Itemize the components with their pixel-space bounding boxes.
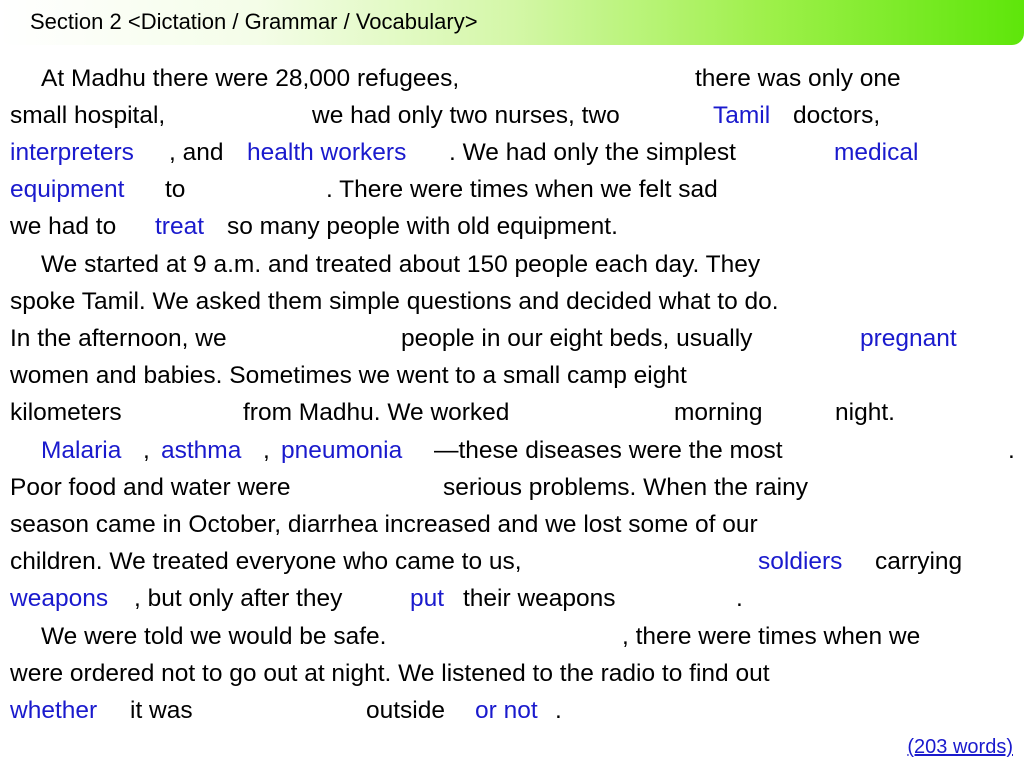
text-segment: . — [736, 585, 743, 612]
text-segment: . — [555, 697, 562, 724]
text-segment: so many people with old equipment. — [227, 213, 618, 240]
text-segment: , but only after they — [134, 585, 343, 612]
text-segment: to — [165, 176, 186, 203]
text-segment: morning — [674, 399, 763, 426]
text-segment: children. We treated everyone who came to us, — [10, 548, 522, 575]
vocab-word: Malaria — [41, 437, 122, 464]
text-segment: . There were times when we felt sad — [326, 176, 718, 203]
vocab-word: put — [410, 585, 445, 612]
text-segment: , there were times when we — [622, 623, 921, 650]
text-segment: We started at 9 a.m. and treated about 150 people each day. They — [41, 251, 761, 278]
vocab-word: medical — [834, 139, 919, 166]
text-segment: Poor food and water were — [10, 474, 291, 501]
text-segment: doctors, — [793, 102, 881, 129]
text-segment: , and — [169, 139, 224, 166]
text-segment: people in our eight beds, usually — [401, 325, 753, 352]
text-segment: We were told we would be safe. — [41, 623, 387, 650]
vocab-word: pneumonia — [281, 437, 403, 464]
vocab-word: equipment — [10, 176, 125, 203]
text-segment: there was only one — [695, 65, 901, 92]
section-title: Section 2 <Dictation / Grammar / Vocabulary> — [30, 9, 478, 34]
text-segment: , — [143, 437, 150, 464]
text-segment: we had to — [10, 213, 117, 240]
text-segment: carrying — [875, 548, 963, 575]
text-segment: from Madhu. We worked — [243, 399, 510, 426]
text-segment: . We had only the simplest — [449, 139, 736, 166]
vocab-word: treat — [155, 213, 205, 240]
vocab-word: asthma — [161, 437, 242, 464]
text-segment: small hospital, — [10, 102, 166, 129]
text-segment: were ordered not to go out at night. We listened to the radio to find out — [10, 660, 770, 687]
text-segment: it was — [130, 697, 193, 724]
text-segment: season came in October, diarrhea increased and we lost some of our — [10, 511, 758, 538]
text-segment: kilometers — [10, 399, 122, 426]
vocab-word: whether — [10, 697, 98, 724]
vocab-word: interpreters — [10, 139, 134, 166]
section-header — [0, 0, 1024, 45]
vocab-word: weapons — [10, 585, 109, 612]
vocab-word: or not — [475, 697, 538, 724]
text-segment: women and babies. Sometimes we went to a small camp eight — [10, 362, 687, 389]
vocab-word: Tamil — [713, 102, 771, 129]
text-segment: . — [1008, 437, 1015, 464]
text-segment: serious problems. When the rainy — [443, 474, 808, 501]
text-segment: In the afternoon, we — [10, 325, 227, 352]
text-segment: we had only two nurses, two — [312, 102, 620, 129]
word-count-link[interactable]: (203 words) — [907, 736, 1013, 758]
text-segment: spoke Tamil. We asked them simple questions and decided what to do. — [10, 288, 779, 315]
text-segment: night. — [835, 399, 895, 426]
vocab-word: pregnant — [860, 325, 957, 352]
vocab-word: soldiers — [758, 548, 843, 575]
vocab-word: health workers — [247, 139, 407, 166]
text-segment: their weapons — [463, 585, 616, 612]
text-segment: At Madhu there were 28,000 refugees, — [41, 65, 460, 92]
text-segment: outside — [366, 697, 446, 724]
text-segment: , — [263, 437, 270, 464]
text-segment: —these diseases were the most — [434, 437, 783, 464]
